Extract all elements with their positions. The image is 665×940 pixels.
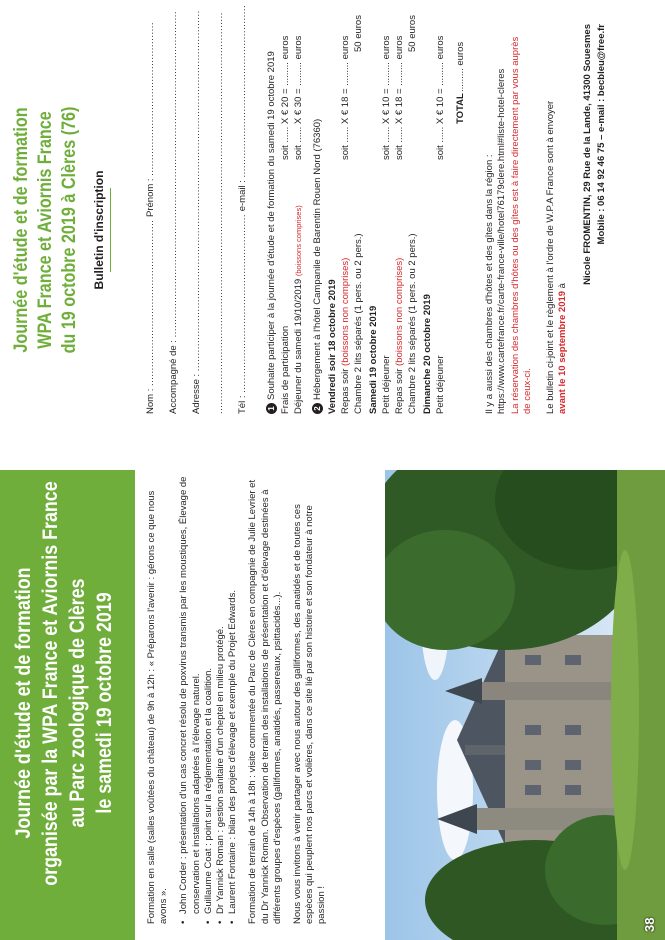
accompagne-dots: ........................................................................................................ <box>168 10 179 338</box>
vendredi-repas-label: Repas soir <box>340 368 351 414</box>
speaker-item: • John Corder : présentation d'un cas concret résolu de poxvirus transmis par les moustiques, Élevage de conservation et installations adaptées à l'élevage naturel. <box>178 476 202 924</box>
samedi-repas-note: (boissons non comprises) <box>394 257 405 366</box>
samedi-chambre-label: Chambre 2 lits séparés (1 pers. ou 2 pers.) <box>407 233 418 414</box>
info-reservation: La réservation des chambres d'hôtes ou des gîtes est à faire directement par vous auprès de ceux-ci. <box>510 36 533 414</box>
email-label: e-mail : <box>237 180 248 212</box>
green-banner <box>0 470 135 940</box>
banner-title-line: au Parc zoologique de Clères <box>66 578 89 828</box>
chateau-photo <box>385 470 665 940</box>
vendredi-repas-calc: soit ...... X € 18 = ......... euros <box>340 35 351 160</box>
bulletin-block <box>545 24 569 414</box>
item1-number: 1 <box>266 403 277 414</box>
speaker-item: • Guillaume Coat : point sur la réglementation et la coalition. <box>203 476 215 924</box>
banner-title-line: organisée par la WPA France et Aviornis France <box>39 481 62 886</box>
dejeuner-line[interactable] <box>293 14 305 414</box>
morning-session-text: Formation en salle (salles voûtées du château) de 9h à 12h : « Préparons l'avenir : gérons ce que nous avons ». <box>146 490 170 924</box>
bulletin-line: Le bulletin ci-joint et le règlement à l'ordre de W.P.A France sont à envoyer <box>545 100 556 414</box>
adresse-field[interactable] <box>191 10 203 414</box>
accompagne-label: Accompagné de : <box>168 340 179 414</box>
subtitle-underline <box>110 188 111 272</box>
vendredi-chambre-label: Chambre 2 lits séparés (1 pers. ou 2 pers.) <box>353 233 364 414</box>
dimanche-petit-dej-label: Petit déjeuner <box>435 355 446 414</box>
invitation-text: Nous vous invitons à venir partager avec nous autour des galliformes, des anatidés et de toutes ces espèces qui peuplent nos parcs et volières, dans ce site lié par son histoire et son fondateur à notre passion ! <box>292 504 328 924</box>
form-title <box>10 52 82 409</box>
page-number: 38 <box>642 917 657 932</box>
program-text <box>146 476 337 924</box>
total-value: ......... euros <box>455 41 466 92</box>
form-subtitle: Bulletin d'inscription <box>92 170 106 290</box>
adresse-dots-2: ................................................................................................................................ <box>214 12 225 414</box>
banner-title-line: Journée d'étude et de formation <box>12 567 35 839</box>
vendredi-chambre-price: 50 euros <box>353 15 364 52</box>
form-title-line: du 19 octobre 2019 à Clères (76) <box>59 106 80 354</box>
total-label: TOTAL <box>455 93 466 124</box>
frais-label: Frais de participation <box>280 325 291 414</box>
chateau-photo-illustration <box>385 470 665 940</box>
samedi-petit-dej-label: Petit déjeuner <box>381 355 392 414</box>
afternoon-session-text: Formation de terrain de 14h à 18h : visite commentée du Parc de Clères en compagnie de Julie Levrier et du Dr Yannick Roman. Observation de terrain des installations de présentation et d'élevage destinées à différents groupes d'espèces (galliformes, anatidés, passereaux, psittacidés...). <box>247 479 283 924</box>
dejeuner-calc: soit ...... X € 30 = ......... euros <box>293 35 304 160</box>
samedi-petit-dej-calc: soit ...... X € 10 = ......... euros <box>381 35 392 160</box>
form-title-line: Journée d'étude et de formation <box>11 107 32 353</box>
tel-label: Tél : <box>237 395 248 414</box>
vendredi-repas-note: (boissons non comprises) <box>340 257 351 366</box>
nom-dots: ..................................................... <box>145 219 156 387</box>
item2-text: Hébergement à l'hôtel Campanile de Barentin Rouen Nord (76360) <box>312 118 323 400</box>
samedi-title: Samedi 19 octobre 2019 <box>368 305 379 414</box>
vendredi-repas-line[interactable] <box>340 14 352 414</box>
samedi-chambre-price: 50 euros <box>407 15 418 52</box>
item1-line <box>266 14 278 414</box>
form-title-line: WPA France et Aviornis France <box>35 111 56 349</box>
samedi-repas-label: Repas soir <box>394 368 405 414</box>
adresse-label: Adresse : <box>191 373 202 414</box>
item2-line <box>312 14 324 414</box>
samedi-petit-dej-line[interactable] <box>381 14 393 414</box>
dimanche-petit-dej-line[interactable] <box>435 14 447 414</box>
speaker-item: • Laurent Fontaine : bilan des projets d'élevage et exemple du Projet Edwards. <box>227 476 239 924</box>
info-block <box>484 24 534 414</box>
prenom-dots: ................................................. <box>145 21 156 176</box>
vendredi-title: Vendredi soir 18 octobre 2019 <box>327 279 338 414</box>
deadline-text: avant le 10 septembre 2019 <box>557 290 568 414</box>
accompagne-field[interactable] <box>168 10 180 414</box>
vendredi-chambre-line[interactable] <box>353 14 365 414</box>
deadline-to: à <box>557 283 568 289</box>
samedi-chambre-line[interactable] <box>407 14 419 414</box>
prenom-label: Prénom : <box>145 178 156 217</box>
frais-line[interactable] <box>280 14 292 414</box>
banner-title <box>10 481 118 886</box>
item2-number: 2 <box>312 403 323 414</box>
contact-line-1: Nicole FROMENTIN, 29 Rue de la Lande, 41300 Souesmes <box>582 24 593 285</box>
tel-dots: ......................................................... <box>237 213 248 393</box>
nom-field[interactable] <box>145 14 157 414</box>
dejeuner-note: (boissons comprises) <box>294 205 303 277</box>
dimanche-petit-dej-calc: soit ...... X € 10 = ......... euros <box>435 35 446 160</box>
info-url[interactable]: https://www.cartefrance.fr/carte-france-ville/hotel76179clere.html#liste-hotel-cleres <box>496 68 507 414</box>
item1-text: Souhaite participer à la journée d'étude et de formation du samedi 19 octobre 2019 <box>266 51 277 400</box>
dimanche-title: Dimanche 20 octobre 2019 <box>422 294 433 414</box>
samedi-repas-calc: soit ...... X € 18 = ......... euros <box>394 35 405 160</box>
contact-line-2: Mobile : 06 14 92 46 75 – e-mail : becbleu@free.fr <box>596 24 607 245</box>
samedi-repas-line[interactable] <box>394 14 406 414</box>
tel-email-field[interactable] <box>237 4 249 414</box>
adresse-dots: ................................................................................................................... <box>191 10 202 372</box>
banner-title-line: le samedi 19 octobre 2019 <box>93 592 116 814</box>
email-dots: ....................................................... <box>237 4 248 178</box>
dejeuner-label: Déjeuner du samedi 19/10/2019 <box>293 278 304 414</box>
frais-calc: soit ...... X € 20 = ......... euros <box>280 35 291 160</box>
nom-label: Nom : <box>145 388 156 414</box>
info-line: Il y a aussi des chambres d'hôtes et des gîtes dans la région : <box>484 154 495 414</box>
speaker-list <box>178 476 239 924</box>
speaker-item: • Dr Yannick Roman : gestion sanitaire d'un cheptel en milieu protégé. <box>215 476 227 924</box>
adresse-line-2[interactable] <box>214 14 226 414</box>
